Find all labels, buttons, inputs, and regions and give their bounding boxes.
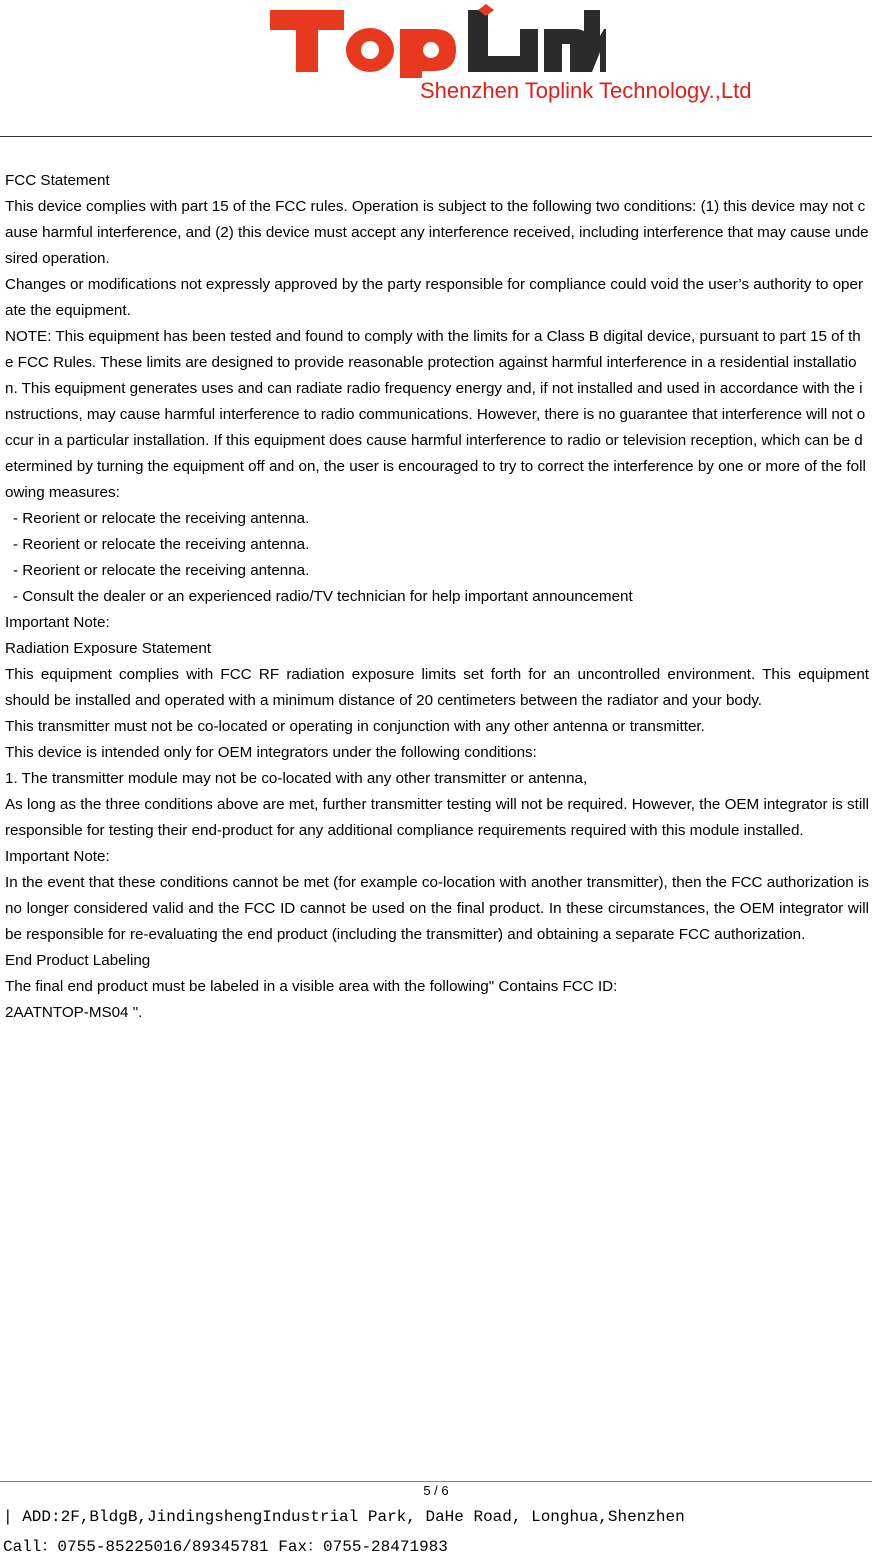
header-divider	[0, 136, 872, 137]
paragraph: In the event that these conditions cannot be met (for example co-location with another transmitter), then the FCC authorization is no longer considered valid and the FCC ID cannot be used on the final product. In these circumstances, the OEM integrator will be responsible for re-evaluating the end product (including the transmitter) and obtaining a separate FCC authorization.	[5, 874, 869, 943]
paragraph: Radiation Exposure Statement	[5, 640, 211, 657]
footer-address: | ADD:2F,BldgB,JindingshengIndustrial Park, DaHe Road, Longhua,Shenzhen	[3, 1508, 685, 1526]
paragraph: Changes or modifications not expressly approved by the party responsible for compliance could void the user’s authority to operate the equipment.	[5, 276, 864, 319]
paragraph: FCC Statement	[5, 172, 110, 189]
paragraph: 1. The transmitter module may not be co-located with any other transmitter or antenna,	[5, 770, 588, 787]
bullet-item: ‐ Reorient or relocate the receiving antenna.	[13, 562, 310, 579]
paragraph: Important Note:	[5, 614, 110, 631]
document-body	[5, 168, 869, 1026]
bullet-item: ‐ Consult the dealer or an experienced radio/TV technician for help important announcement	[13, 588, 633, 605]
footer-contact: Call：0755-85225016/89345781 Fax：0755-28471983	[3, 1538, 448, 1556]
bullet-item: ‐ Reorient or relocate the receiving antenna.	[13, 536, 310, 553]
page-header	[0, 0, 872, 138]
paragraph: Important Note:	[5, 848, 110, 865]
paragraph: As long as the three conditions above are met, further transmitter testing will not be required. However, the OEM integrator is still responsible for testing their end-product for any additional compliance requirements required with this module installed.	[5, 796, 869, 839]
company-name: Shenzhen Toplink Technology.,Ltd	[420, 78, 752, 103]
page-number: 5 / 6	[423, 1483, 449, 1498]
toplink-logo	[266, 2, 606, 78]
paragraph: This equipment complies with FCC RF radiation exposure limits set forth for an uncontrolled environment. This equipment should be installed and operated with a minimum distance of 20 centimeters between the radiator and your body.	[5, 666, 869, 709]
paragraph: NOTE: This equipment has been tested and found to comply with the limits for a Class B digital device, pursuant to part 15 of the FCC Rules. These limits are designed to provide reasonable protection against harmful interference in a residential installation. This equipment generates uses and can radiate radio frequency energy and, if not installed and used in accordance with the instructions, may cause harmful interference to radio communications. However, there is no guarantee that interference will not occur in a particular installation. If this equipment does cause harmful interference to radio or television reception, which can be determined by turning the equipment off and on, the user is encouraged to try to correct the interference by one or more of the following measures:	[5, 328, 866, 501]
paragraph: The final end product must be labeled in a visible area with the following" Contains FCC ID:	[5, 978, 618, 995]
paragraph: This device is intended only for OEM integrators under the following conditions:	[5, 744, 537, 761]
footer-divider	[0, 1481, 872, 1482]
paragraph: This transmitter must not be co-located or operating in conjunction with any other antenna or transmitter.	[5, 718, 705, 735]
paragraph: This device complies with part 15 of the FCC rules. Operation is subject to the following two conditions: (1) this device may not cause harmful interference, and (2) this device must accept any interference received, including interference that may cause undesired operation.	[5, 198, 869, 267]
paragraph: End Product Labeling	[5, 952, 151, 969]
bullet-item: ‐ Reorient or relocate the receiving antenna.	[13, 510, 310, 527]
paragraph: 2AATNTOP-MS04 ".	[5, 1004, 143, 1021]
